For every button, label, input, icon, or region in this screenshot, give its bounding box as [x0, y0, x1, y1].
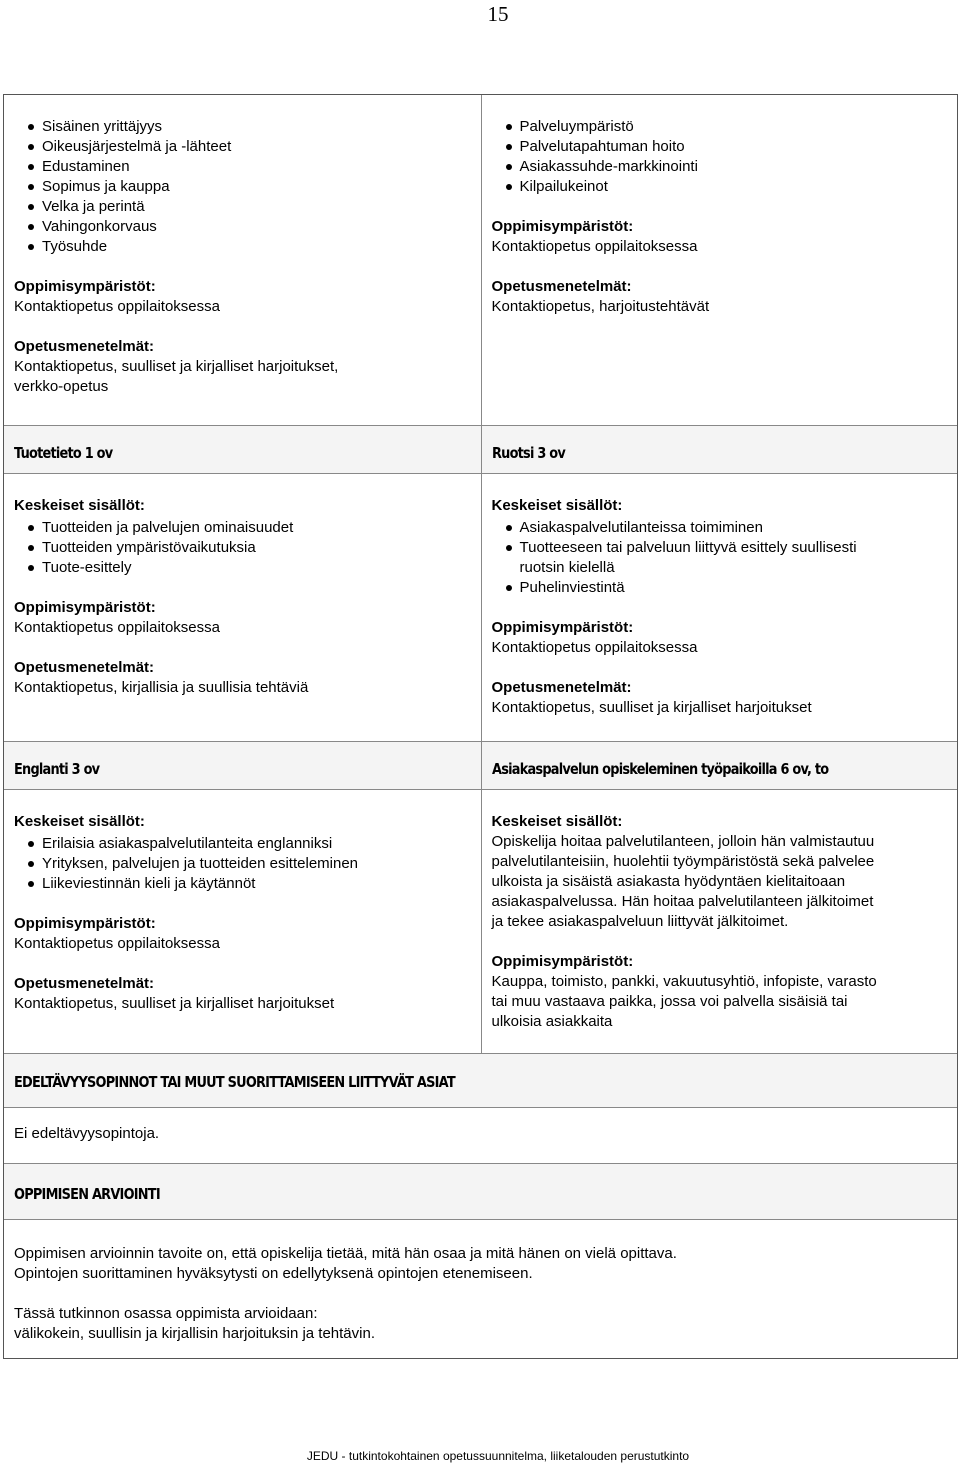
method-text: Kontaktiopetus, suulliset ja kirjalliset harjoitukset [14, 995, 335, 1012]
section-title-tyopaikka: Asiakaspalvelun opiskeleminen työpaikoilla 6 ov, to [491, 759, 828, 778]
list-item: Yrityksen, palvelujen ja tuotteiden esitteleminen [14, 854, 471, 874]
cell-englanti [4, 790, 481, 1053]
method-text: verkko-opetus [14, 378, 109, 395]
page-number: 15 [487, 2, 509, 26]
env-label: Oppimisympäristöt: [14, 915, 156, 932]
prereq-body [4, 1107, 957, 1163]
content-line: ja tekee asiakaspalveluun liittyvät jälkitoimet. [491, 913, 789, 930]
assessment-body [4, 1219, 957, 1358]
assessment-title: OPPIMISEN ARVIOINTI [14, 1184, 160, 1203]
englanti-list [14, 834, 471, 894]
env-label: Oppimisympäristöt: [491, 953, 634, 970]
method-text: Kontaktiopetus, kirjallisia ja suullisia tehtäviä [14, 679, 309, 696]
list-item: Asiakaspalvelutilanteissa toimiminen [492, 518, 948, 538]
content-line: palvelutilanteisiin, huolehtii työympäristöstä sekä palvelee [491, 853, 875, 870]
list-item-line: ruotsin kielellä [519, 559, 615, 576]
assessment-text: Tässä tutkinnon osassa oppimista arvioidaan: [14, 1305, 318, 1322]
row-heading-1 [4, 425, 957, 473]
env-line: ulkoisia asiakkaita [491, 1013, 613, 1030]
method-text: Kontaktiopetus, suulliset ja kirjalliset harjoitukset [491, 699, 812, 716]
method-label: Opetusmenetelmät: [14, 659, 155, 676]
row-heading-2 [4, 741, 957, 789]
list-item-line: Tuotteeseen tai palveluun liittyvä esittely suullisesti [519, 539, 857, 556]
list-item: Oikeusjärjestelmä ja -lähteet [14, 137, 471, 157]
prereq-title: EDELTÄVYYSOPINNOT TAI MUUT SUORITTAMISEEN LIITTYVÄT ASIAT [14, 1072, 455, 1091]
ruotsi-list [492, 518, 948, 598]
list-item: Palveluympäristö [492, 117, 948, 137]
content-label: Keskeiset sisällöt: [491, 497, 623, 514]
cell-service-topics [481, 95, 958, 425]
prereq-text: Ei edeltävyysopintoja. [14, 1125, 160, 1142]
env-text: Kontaktiopetus oppilaitoksessa [14, 935, 220, 952]
assessment-text: välikokein, suullisin ja kirjallisin harjoituksin ja tehtävin. [14, 1325, 375, 1342]
content-line: Opiskelija hoitaa palvelutilanteen, jolloin hän valmistautuu [491, 833, 875, 850]
content-line: asiakaspalvelussa. Hän hoitaa palvelutilanteen jälkitoimet [491, 893, 874, 910]
heading-cell [4, 426, 481, 473]
tuotetieto-list [14, 518, 471, 578]
section-title-ruotsi: Ruotsi 3 ov [491, 443, 565, 462]
service-topics-list [492, 117, 948, 197]
method-label: Opetusmenetelmät: [14, 338, 155, 355]
section-title-tuotetieto: Tuotetieto 1 ov [14, 443, 113, 462]
env-text: Kontaktiopetus oppilaitoksessa [14, 619, 220, 636]
assessment-text: Oppimisen arvioinnin tavoite on, että opiskelija tietää, mitä hän osaa ja mitä hänen on vielä opittava. [14, 1245, 677, 1262]
env-label: Oppimisympäristöt: [14, 278, 156, 295]
env-text: Kontaktiopetus oppilaitoksessa [491, 238, 698, 255]
method-text: Kontaktiopetus, harjoitustehtävät [491, 298, 710, 315]
list-item: Sopimus ja kauppa [14, 177, 471, 197]
env-line: tai muu vastaava paikka, jossa voi palvella sisäisiä tai [491, 993, 848, 1010]
list-item: Asiakassuhde-markkinointi [492, 157, 948, 177]
content-label: Keskeiset sisällöt: [14, 813, 145, 830]
content-line: ulkoista ja sisäistä asiakasta hyödyntäen kielitaitoaan [491, 873, 846, 890]
row-top [4, 95, 957, 425]
list-item: Liikeviestinnän kieli ja käytännöt [14, 874, 471, 894]
list-item: Työsuhde [14, 237, 471, 257]
legal-topics-list [14, 117, 471, 257]
list-item: Puhelinviestintä [492, 578, 948, 598]
row-content-1 [4, 473, 957, 741]
method-text: Kontaktiopetus, suulliset ja kirjalliset harjoitukset, [14, 358, 339, 375]
section-title-englanti: Englanti 3 ov [14, 759, 100, 778]
env-label: Oppimisympäristöt: [491, 619, 634, 636]
assessment-heading-row [4, 1163, 957, 1219]
heading-cell [481, 426, 958, 473]
env-label: Oppimisympäristöt: [491, 218, 634, 235]
list-item: Palvelutapahtuman hoito [492, 137, 948, 157]
list-item: Velka ja perintä [14, 197, 471, 217]
method-label: Opetusmenetelmät: [491, 278, 632, 295]
method-label: Opetusmenetelmät: [491, 679, 632, 696]
cell-ruotsi [481, 474, 958, 741]
list-item: Kilpailukeinot [492, 177, 948, 197]
list-item: Erilaisia asiakaspalvelutilanteita englanniksi [14, 834, 471, 854]
list-item: Vahingonkorvaus [14, 217, 471, 237]
page-footer: JEDU - tutkintokohtainen opetussuunnitelma, liiketalouden perustutkinto [306, 1449, 690, 1463]
prereq-heading-row [4, 1053, 957, 1107]
cell-legal-topics [4, 95, 481, 425]
list-item: Tuotteiden ympäristövaikutuksia [14, 538, 471, 558]
list-item: Tuotteiden ja palvelujen ominaisuudet [14, 518, 471, 538]
list-item: Tuote-esittely [14, 558, 471, 578]
method-label: Opetusmenetelmät: [14, 975, 155, 992]
cell-tyopaikka [481, 790, 958, 1053]
env-line: Kauppa, toimisto, pankki, vakuutusyhtiö, infopiste, varasto [491, 973, 877, 990]
cell-tuotetieto [4, 474, 481, 741]
heading-cell [481, 742, 958, 789]
content-label: Keskeiset sisällöt: [491, 813, 623, 830]
heading-cell [4, 742, 481, 789]
list-item [492, 538, 948, 578]
curriculum-table [3, 94, 958, 1359]
env-text: Kontaktiopetus oppilaitoksessa [14, 298, 220, 315]
list-item: Sisäinen yrittäjyys [14, 117, 471, 137]
list-item: Edustaminen [14, 157, 471, 177]
assessment-text: Opintojen suorittaminen hyväksytysti on edellytyksenä opintojen etenemiseen. [14, 1265, 533, 1282]
env-label: Oppimisympäristöt: [14, 599, 156, 616]
row-content-2 [4, 789, 957, 1053]
env-text: Kontaktiopetus oppilaitoksessa [491, 639, 698, 656]
content-label: Keskeiset sisällöt: [14, 497, 145, 514]
